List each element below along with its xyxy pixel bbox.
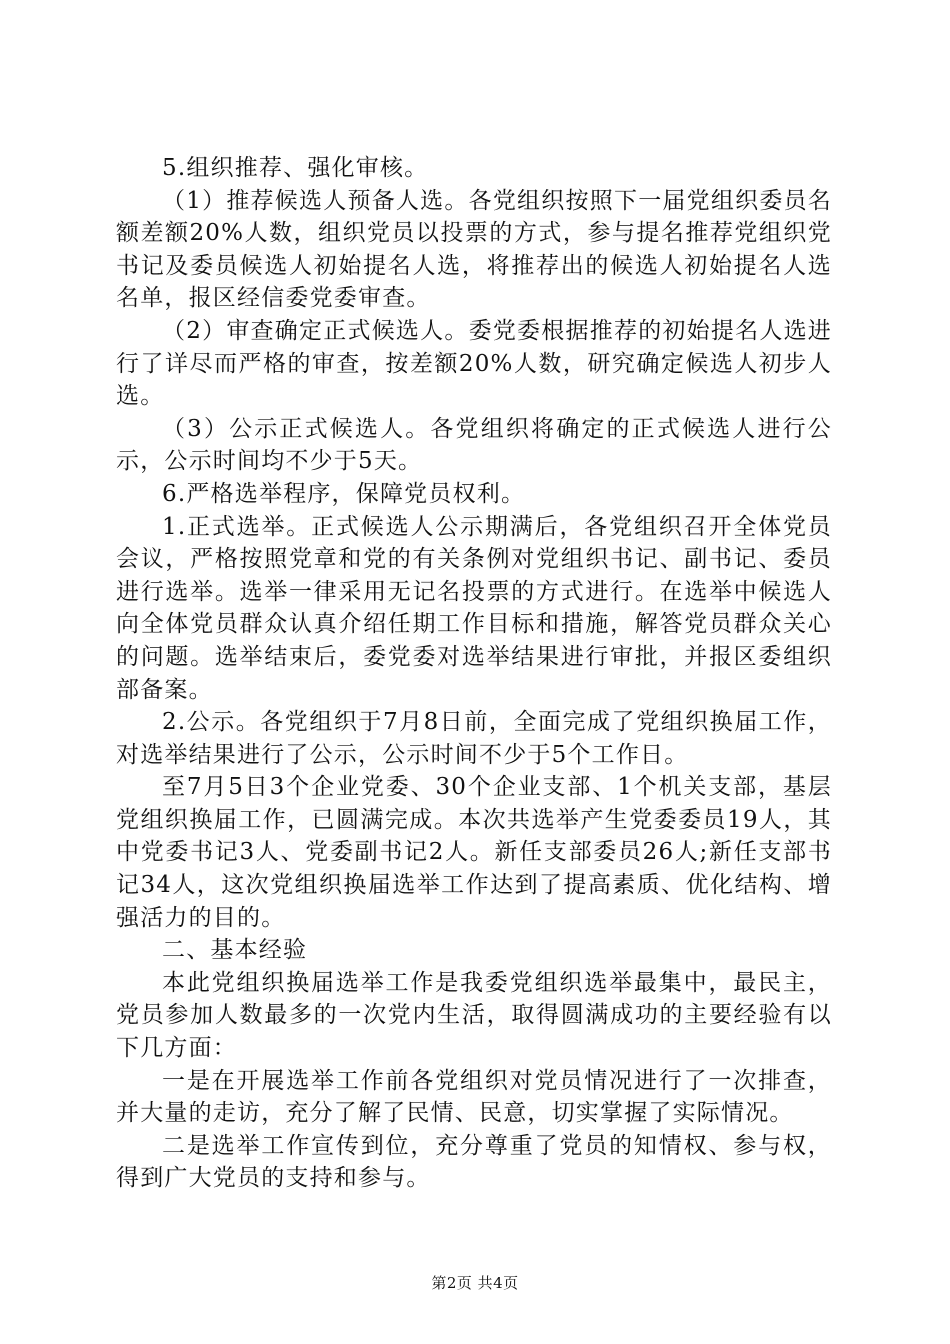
paragraph: 一是在开展选举工作前各党组织对党员情况进行了一次排查，并大量的走访，充分了解了民情、民意，切实掌握了实际情况。 (116, 1067, 832, 1127)
paragraph: 本此党组织换届选举工作是我委党组织选举最集中，最民主，党员参加人数最多的一次党内生活，取得圆满成功的主要经验有以下几方面： (116, 969, 832, 1062)
page-number-footer: 第2页 共4页 (431, 1274, 519, 1292)
paragraph: 至7月5日3个企业党委、30个企业支部、1个机关支部，基层党组织换届工作，已圆满完成。本次共选举产生党委委员19人，其中党委书记3人、党委副书记2人。新任支部委员26人;新任支部书记34人，这次党组织换届选举工作达到了提高素质、优化结构、增强活力的目的。 (116, 774, 832, 931)
paragraph: 2.公示。各党组织于7月8日前，全面完成了党组织换届工作，对选举结果进行了公示，公示时间不少于5个工作日。 (116, 709, 832, 768)
section-heading: 二、基本经验 (162, 937, 308, 964)
paragraph: 6.严格选举程序，保障党员权利。 (162, 480, 526, 507)
paragraph: （3）公示正式候选人。各党组织将确定的正式候选人进行公示，公示时间均不少于5天。 (116, 415, 832, 475)
paragraph: （2）审查确定正式候选人。委党委根据推荐的初始提名人选进行了详尽而严格的审查，按差额20%人数，研究确定候选人初步人选。 (116, 317, 832, 410)
paragraph: 5.组织推荐、强化审核。 (162, 155, 429, 181)
paragraph: 二是选举工作宣传到位，充分尊重了党员的知情权、参与权，得到广大党员的支持和参与。 (116, 1132, 832, 1192)
paragraph: （1）推荐候选人预备人选。各党组织按照下一届党组织委员名额差额20%人数，组织党员以投票的方式，参与提名推荐党组织党书记及委员候选人初始提名人选，将推荐出的候选人初始提名人选名单，报区经信委党委审查。 (116, 187, 832, 312)
paragraph: 1.正式选举。正式候选人公示期满后，各党组织召开全体党员会议，严格按照党章和党的有关条例对党组织书记、副书记、委员进行选举。选举一律采用无记名投票的方式进行。在选举中候选人向全体党员群众认真介绍任期工作目标和措施，解答党员群众关心的问题。选举结束后，委党委对选举结果进行审批，并报区委组织部备案。 (116, 513, 832, 703)
document-body (0, 152, 950, 1195)
